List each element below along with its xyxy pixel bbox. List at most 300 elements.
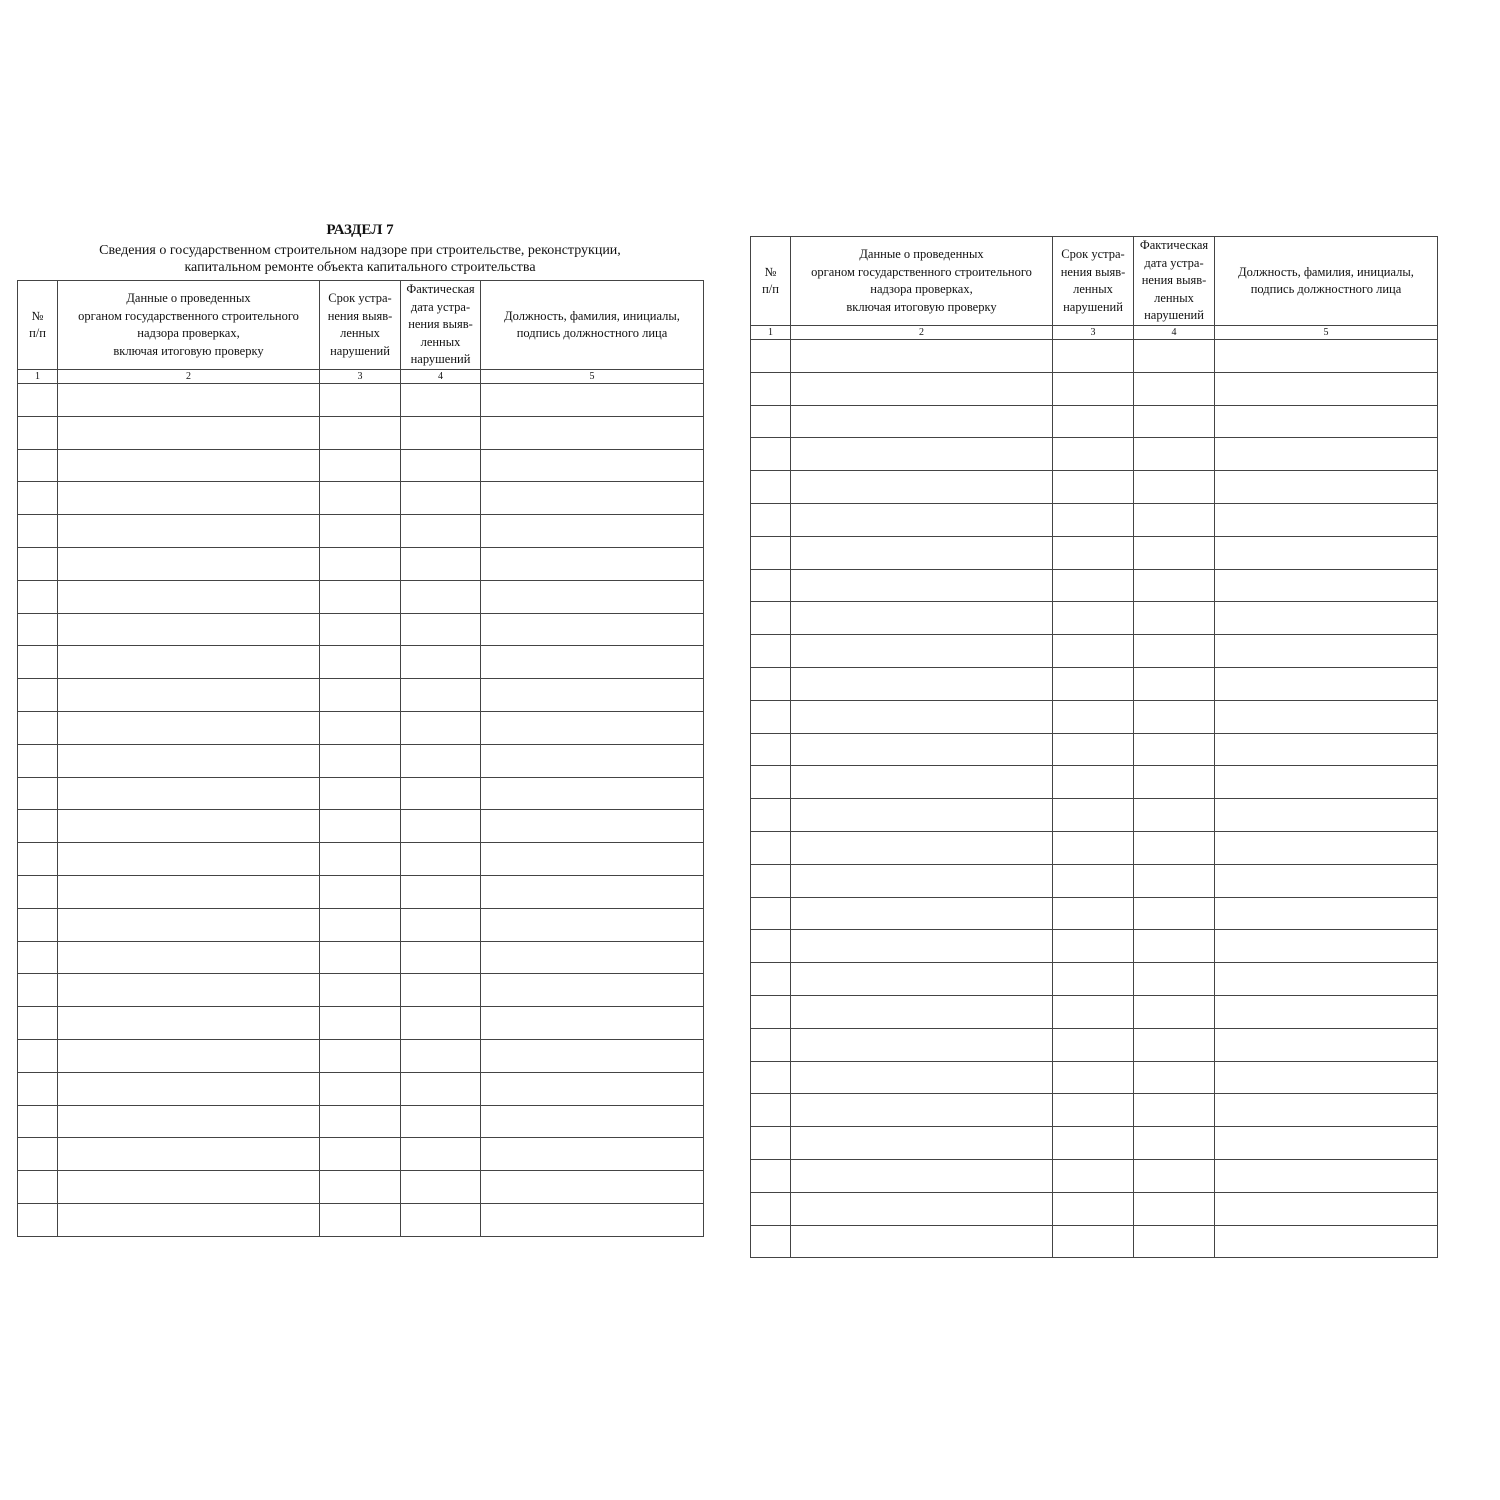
cell-inspection-data: [791, 471, 1053, 504]
cell-inspection-data: [58, 1007, 320, 1040]
cell-deadline: [320, 1171, 401, 1204]
cell-actual-date: [401, 810, 481, 843]
cell-inspection-data: [791, 602, 1053, 635]
cell-actual-date: [1134, 1225, 1215, 1258]
cell-inspection-data: [58, 744, 320, 777]
table-row: [751, 930, 1438, 963]
cell-number: [18, 777, 58, 810]
cell-actual-date: [401, 777, 481, 810]
cell-actual-date: [1134, 667, 1215, 700]
cell-inspection-data: [791, 1028, 1053, 1061]
cell-official: [1215, 602, 1438, 635]
cell-deadline: [1053, 864, 1134, 897]
cell-deadline: [1053, 1127, 1134, 1160]
cell-inspection-data: [58, 1171, 320, 1204]
cell-actual-date: [1134, 930, 1215, 963]
cell-actual-date: [401, 1138, 481, 1171]
cell-number: [751, 503, 791, 536]
cell-actual-date: [1134, 1159, 1215, 1192]
cell-deadline: [1053, 635, 1134, 668]
cell-deadline: [1053, 766, 1134, 799]
column-number: 4: [401, 370, 481, 384]
cell-inspection-data: [58, 810, 320, 843]
table-row: [18, 1072, 704, 1105]
table-row: [18, 1007, 704, 1040]
table-row: [751, 1061, 1438, 1094]
cell-inspection-data: [58, 1039, 320, 1072]
cell-inspection-data: [58, 679, 320, 712]
cell-inspection-data: [791, 897, 1053, 930]
cell-official: [481, 580, 704, 613]
cell-number: [751, 569, 791, 602]
cell-number: [18, 843, 58, 876]
cell-actual-date: [401, 908, 481, 941]
cell-deadline: [320, 1203, 401, 1236]
table-row: [18, 711, 704, 744]
table-row: [18, 908, 704, 941]
cell-deadline: [1053, 340, 1134, 373]
cell-official: [1215, 667, 1438, 700]
cell-official: [1215, 1127, 1438, 1160]
cell-deadline: [320, 875, 401, 908]
cell-deadline: [1053, 963, 1134, 996]
cell-inspection-data: [58, 875, 320, 908]
table-row: [751, 503, 1438, 536]
cell-number: [751, 1094, 791, 1127]
cell-deadline: [1053, 897, 1134, 930]
cell-actual-date: [401, 1007, 481, 1040]
cell-number: [18, 875, 58, 908]
cell-inspection-data: [791, 831, 1053, 864]
cell-deadline: [320, 908, 401, 941]
cell-inspection-data: [58, 547, 320, 580]
table-row: [18, 515, 704, 548]
cell-actual-date: [401, 974, 481, 1007]
cell-official: [481, 1138, 704, 1171]
table-row: [18, 843, 704, 876]
header-official: Должность, фамилия, инициалы, подпись должностного лица: [1215, 237, 1438, 326]
cell-actual-date: [1134, 340, 1215, 373]
cell-number: [751, 700, 791, 733]
cell-number: [751, 1028, 791, 1061]
cell-official: [481, 711, 704, 744]
column-number: 1: [18, 370, 58, 384]
cell-official: [481, 810, 704, 843]
table-row: [18, 1039, 704, 1072]
cell-deadline: [320, 777, 401, 810]
cell-number: [18, 1203, 58, 1236]
cell-number: [751, 1061, 791, 1094]
cell-actual-date: [401, 744, 481, 777]
cell-official: [481, 515, 704, 548]
cell-inspection-data: [791, 503, 1053, 536]
cell-number: [751, 635, 791, 668]
cell-number: [18, 1105, 58, 1138]
table-row: [751, 635, 1438, 668]
cell-official: [1215, 1159, 1438, 1192]
cell-number: [751, 930, 791, 963]
cell-official: [1215, 1061, 1438, 1094]
cell-inspection-data: [791, 995, 1053, 1028]
cell-number: [751, 536, 791, 569]
cell-official: [481, 843, 704, 876]
table-row: [18, 777, 704, 810]
cell-number: [18, 1138, 58, 1171]
cell-official: [1215, 1028, 1438, 1061]
cell-number: [18, 908, 58, 941]
header-inspection-data: Данные о проведенных органом государственного строительного надзора проверках, включая итоговую проверку: [791, 237, 1053, 326]
cell-actual-date: [1134, 503, 1215, 536]
cell-number: [18, 580, 58, 613]
section-title: РАЗДЕЛ 7: [326, 222, 394, 238]
cell-number: [751, 733, 791, 766]
cell-deadline: [320, 941, 401, 974]
cell-actual-date: [401, 416, 481, 449]
cell-actual-date: [401, 711, 481, 744]
table-row: [751, 864, 1438, 897]
cell-inspection-data: [791, 1127, 1053, 1160]
column-number-row: [18, 370, 704, 384]
cell-deadline: [1053, 1159, 1134, 1192]
cell-inspection-data: [58, 1072, 320, 1105]
cell-number: [751, 667, 791, 700]
cell-official: [481, 1072, 704, 1105]
cell-deadline: [320, 1007, 401, 1040]
table-row: [18, 941, 704, 974]
cell-actual-date: [1134, 799, 1215, 832]
cell-deadline: [320, 1138, 401, 1171]
table-row: [18, 449, 704, 482]
cell-deadline: [320, 1039, 401, 1072]
cell-number: [18, 1171, 58, 1204]
cell-inspection-data: [58, 515, 320, 548]
cell-official: [1215, 700, 1438, 733]
cell-deadline: [320, 580, 401, 613]
cell-number: [18, 744, 58, 777]
table-row: [18, 744, 704, 777]
cell-deadline: [320, 1105, 401, 1138]
cell-deadline: [320, 613, 401, 646]
cell-official: [481, 547, 704, 580]
cell-inspection-data: [58, 711, 320, 744]
cell-deadline: [320, 744, 401, 777]
column-number: 2: [791, 326, 1053, 340]
cell-inspection-data: [58, 974, 320, 1007]
cell-number: [751, 864, 791, 897]
table-row: [18, 1138, 704, 1171]
cell-official: [1215, 340, 1438, 373]
cell-inspection-data: [791, 438, 1053, 471]
cell-number: [751, 831, 791, 864]
cell-actual-date: [1134, 602, 1215, 635]
cell-deadline: [1053, 667, 1134, 700]
table-row: [751, 667, 1438, 700]
header-actual-date: Фактическая дата устра- нения выяв- ленных нарушений: [401, 281, 481, 370]
table-row: [751, 1028, 1438, 1061]
cell-inspection-data: [58, 1105, 320, 1138]
right-table-body: [751, 340, 1438, 1258]
cell-actual-date: [401, 482, 481, 515]
cell-number: [751, 471, 791, 504]
table-row: [751, 799, 1438, 832]
cell-deadline: [320, 843, 401, 876]
cell-number: [18, 810, 58, 843]
cell-deadline: [320, 449, 401, 482]
cell-actual-date: [1134, 1094, 1215, 1127]
cell-number: [751, 340, 791, 373]
header-number: № п/п: [18, 281, 58, 370]
cell-actual-date: [1134, 897, 1215, 930]
cell-actual-date: [401, 515, 481, 548]
table-row: [751, 1127, 1438, 1160]
cell-official: [481, 1203, 704, 1236]
cell-deadline: [1053, 372, 1134, 405]
cell-number: [751, 963, 791, 996]
cell-official: [481, 646, 704, 679]
cell-actual-date: [1134, 1127, 1215, 1160]
cell-deadline: [320, 711, 401, 744]
cell-deadline: [1053, 602, 1134, 635]
cell-inspection-data: [791, 1094, 1053, 1127]
cell-deadline: [1053, 1094, 1134, 1127]
cell-number: [751, 1159, 791, 1192]
cell-inspection-data: [58, 646, 320, 679]
cell-official: [481, 1171, 704, 1204]
cell-inspection-data: [791, 1192, 1053, 1225]
cell-actual-date: [401, 875, 481, 908]
cell-inspection-data: [791, 340, 1053, 373]
table-row: [751, 438, 1438, 471]
cell-official: [1215, 1094, 1438, 1127]
cell-official: [481, 744, 704, 777]
cell-deadline: [320, 974, 401, 1007]
cell-official: [481, 908, 704, 941]
cell-actual-date: [1134, 831, 1215, 864]
cell-official: [481, 416, 704, 449]
column-number: 5: [481, 370, 704, 384]
table-row: [751, 569, 1438, 602]
cell-number: [18, 974, 58, 1007]
cell-deadline: [1053, 831, 1134, 864]
cell-inspection-data: [58, 1138, 320, 1171]
cell-deadline: [1053, 1225, 1134, 1258]
cell-number: [18, 547, 58, 580]
cell-official: [1215, 438, 1438, 471]
table-row: [18, 384, 704, 417]
cell-inspection-data: [58, 384, 320, 417]
table-header-row: [751, 237, 1438, 326]
cell-deadline: [1053, 1028, 1134, 1061]
table-row: [751, 766, 1438, 799]
cell-inspection-data: [58, 482, 320, 515]
cell-inspection-data: [58, 941, 320, 974]
cell-actual-date: [1134, 864, 1215, 897]
cell-inspection-data: [791, 635, 1053, 668]
cell-actual-date: [401, 1072, 481, 1105]
table-row: [751, 700, 1438, 733]
cell-actual-date: [1134, 372, 1215, 405]
table-row: [18, 482, 704, 515]
cell-inspection-data: [58, 416, 320, 449]
cell-number: [18, 711, 58, 744]
cell-inspection-data: [791, 405, 1053, 438]
cell-deadline: [320, 416, 401, 449]
cell-official: [1215, 963, 1438, 996]
cell-deadline: [320, 384, 401, 417]
header-deadline: Срок устра- нения выяв- ленных нарушений: [1053, 237, 1134, 326]
cell-inspection-data: [791, 733, 1053, 766]
cell-number: [18, 449, 58, 482]
header-inspection-data: Данные о проведенных органом государственного строительного надзора проверках, включая итоговую проверку: [58, 281, 320, 370]
cell-official: [481, 941, 704, 974]
cell-actual-date: [1134, 766, 1215, 799]
cell-inspection-data: [791, 766, 1053, 799]
cell-inspection-data: [791, 372, 1053, 405]
table-row: [18, 416, 704, 449]
cell-number: [751, 766, 791, 799]
cell-official: [1215, 1225, 1438, 1258]
table-row: [751, 831, 1438, 864]
table-row: [18, 1105, 704, 1138]
table-row: [751, 1192, 1438, 1225]
cell-official: [481, 613, 704, 646]
cell-inspection-data: [791, 1225, 1053, 1258]
cell-actual-date: [1134, 569, 1215, 602]
left-register-table: [17, 280, 704, 1237]
cell-official: [1215, 471, 1438, 504]
header-official: Должность, фамилия, инициалы, подпись должностного лица: [481, 281, 704, 370]
table-row: [18, 1203, 704, 1236]
cell-inspection-data: [58, 1203, 320, 1236]
column-number: 5: [1215, 326, 1438, 340]
cell-actual-date: [1134, 405, 1215, 438]
cell-deadline: [1053, 799, 1134, 832]
table-row: [18, 810, 704, 843]
cell-official: [481, 1007, 704, 1040]
cell-official: [1215, 635, 1438, 668]
cell-number: [751, 602, 791, 635]
cell-actual-date: [401, 941, 481, 974]
cell-official: [1215, 766, 1438, 799]
cell-official: [1215, 897, 1438, 930]
cell-actual-date: [401, 580, 481, 613]
cell-deadline: [1053, 1192, 1134, 1225]
header-deadline: Срок устра- нения выяв- ленных нарушений: [320, 281, 401, 370]
table-row: [751, 536, 1438, 569]
cell-official: [1215, 1192, 1438, 1225]
cell-actual-date: [401, 843, 481, 876]
cell-number: [751, 438, 791, 471]
cell-number: [18, 416, 58, 449]
cell-number: [751, 1192, 791, 1225]
cell-actual-date: [1134, 1061, 1215, 1094]
cell-official: [1215, 864, 1438, 897]
table-row: [18, 875, 704, 908]
table-row: [751, 471, 1438, 504]
cell-inspection-data: [791, 569, 1053, 602]
table-row: [751, 897, 1438, 930]
cell-inspection-data: [791, 864, 1053, 897]
cell-actual-date: [401, 1105, 481, 1138]
cell-number: [18, 1007, 58, 1040]
cell-actual-date: [1134, 700, 1215, 733]
table-row: [18, 974, 704, 1007]
cell-number: [751, 1225, 791, 1258]
table-row: [18, 613, 704, 646]
cell-inspection-data: [58, 843, 320, 876]
cell-inspection-data: [791, 667, 1053, 700]
cell-deadline: [320, 547, 401, 580]
cell-deadline: [1053, 569, 1134, 602]
cell-official: [481, 384, 704, 417]
cell-inspection-data: [58, 449, 320, 482]
table-row: [18, 1171, 704, 1204]
table-row: [18, 646, 704, 679]
table-row: [751, 995, 1438, 1028]
column-number: 4: [1134, 326, 1215, 340]
cell-deadline: [320, 482, 401, 515]
table-row: [751, 1159, 1438, 1192]
cell-actual-date: [1134, 471, 1215, 504]
cell-inspection-data: [791, 799, 1053, 832]
table-row: [18, 547, 704, 580]
cell-number: [18, 613, 58, 646]
cell-deadline: [320, 646, 401, 679]
cell-number: [751, 405, 791, 438]
cell-deadline: [320, 679, 401, 712]
cell-deadline: [320, 1072, 401, 1105]
cell-official: [481, 974, 704, 1007]
table-row: [751, 733, 1438, 766]
cell-actual-date: [401, 679, 481, 712]
cell-deadline: [320, 810, 401, 843]
cell-deadline: [1053, 471, 1134, 504]
cell-official: [1215, 733, 1438, 766]
cell-number: [751, 995, 791, 1028]
cell-official: [481, 482, 704, 515]
cell-deadline: [1053, 536, 1134, 569]
table-row: [18, 679, 704, 712]
cell-deadline: [1053, 995, 1134, 1028]
cell-actual-date: [401, 449, 481, 482]
cell-inspection-data: [791, 1061, 1053, 1094]
column-number: 3: [320, 370, 401, 384]
table-row: [751, 340, 1438, 373]
cell-number: [751, 799, 791, 832]
cell-official: [1215, 799, 1438, 832]
header-number: № п/п: [751, 237, 791, 326]
cell-inspection-data: [58, 777, 320, 810]
table-row: [751, 405, 1438, 438]
table-row: [751, 963, 1438, 996]
right-register-table: [750, 236, 1438, 1258]
cell-actual-date: [1134, 635, 1215, 668]
cell-official: [1215, 503, 1438, 536]
cell-official: [1215, 831, 1438, 864]
cell-inspection-data: [58, 908, 320, 941]
cell-official: [1215, 569, 1438, 602]
cell-official: [481, 777, 704, 810]
cell-actual-date: [401, 547, 481, 580]
cell-actual-date: [401, 1203, 481, 1236]
table-row: [18, 580, 704, 613]
cell-number: [18, 384, 58, 417]
cell-actual-date: [1134, 733, 1215, 766]
cell-official: [481, 875, 704, 908]
column-number: 2: [58, 370, 320, 384]
header-actual-date: Фактическая дата устра- нения выяв- ленных нарушений: [1134, 237, 1215, 326]
table-row: [751, 1225, 1438, 1258]
